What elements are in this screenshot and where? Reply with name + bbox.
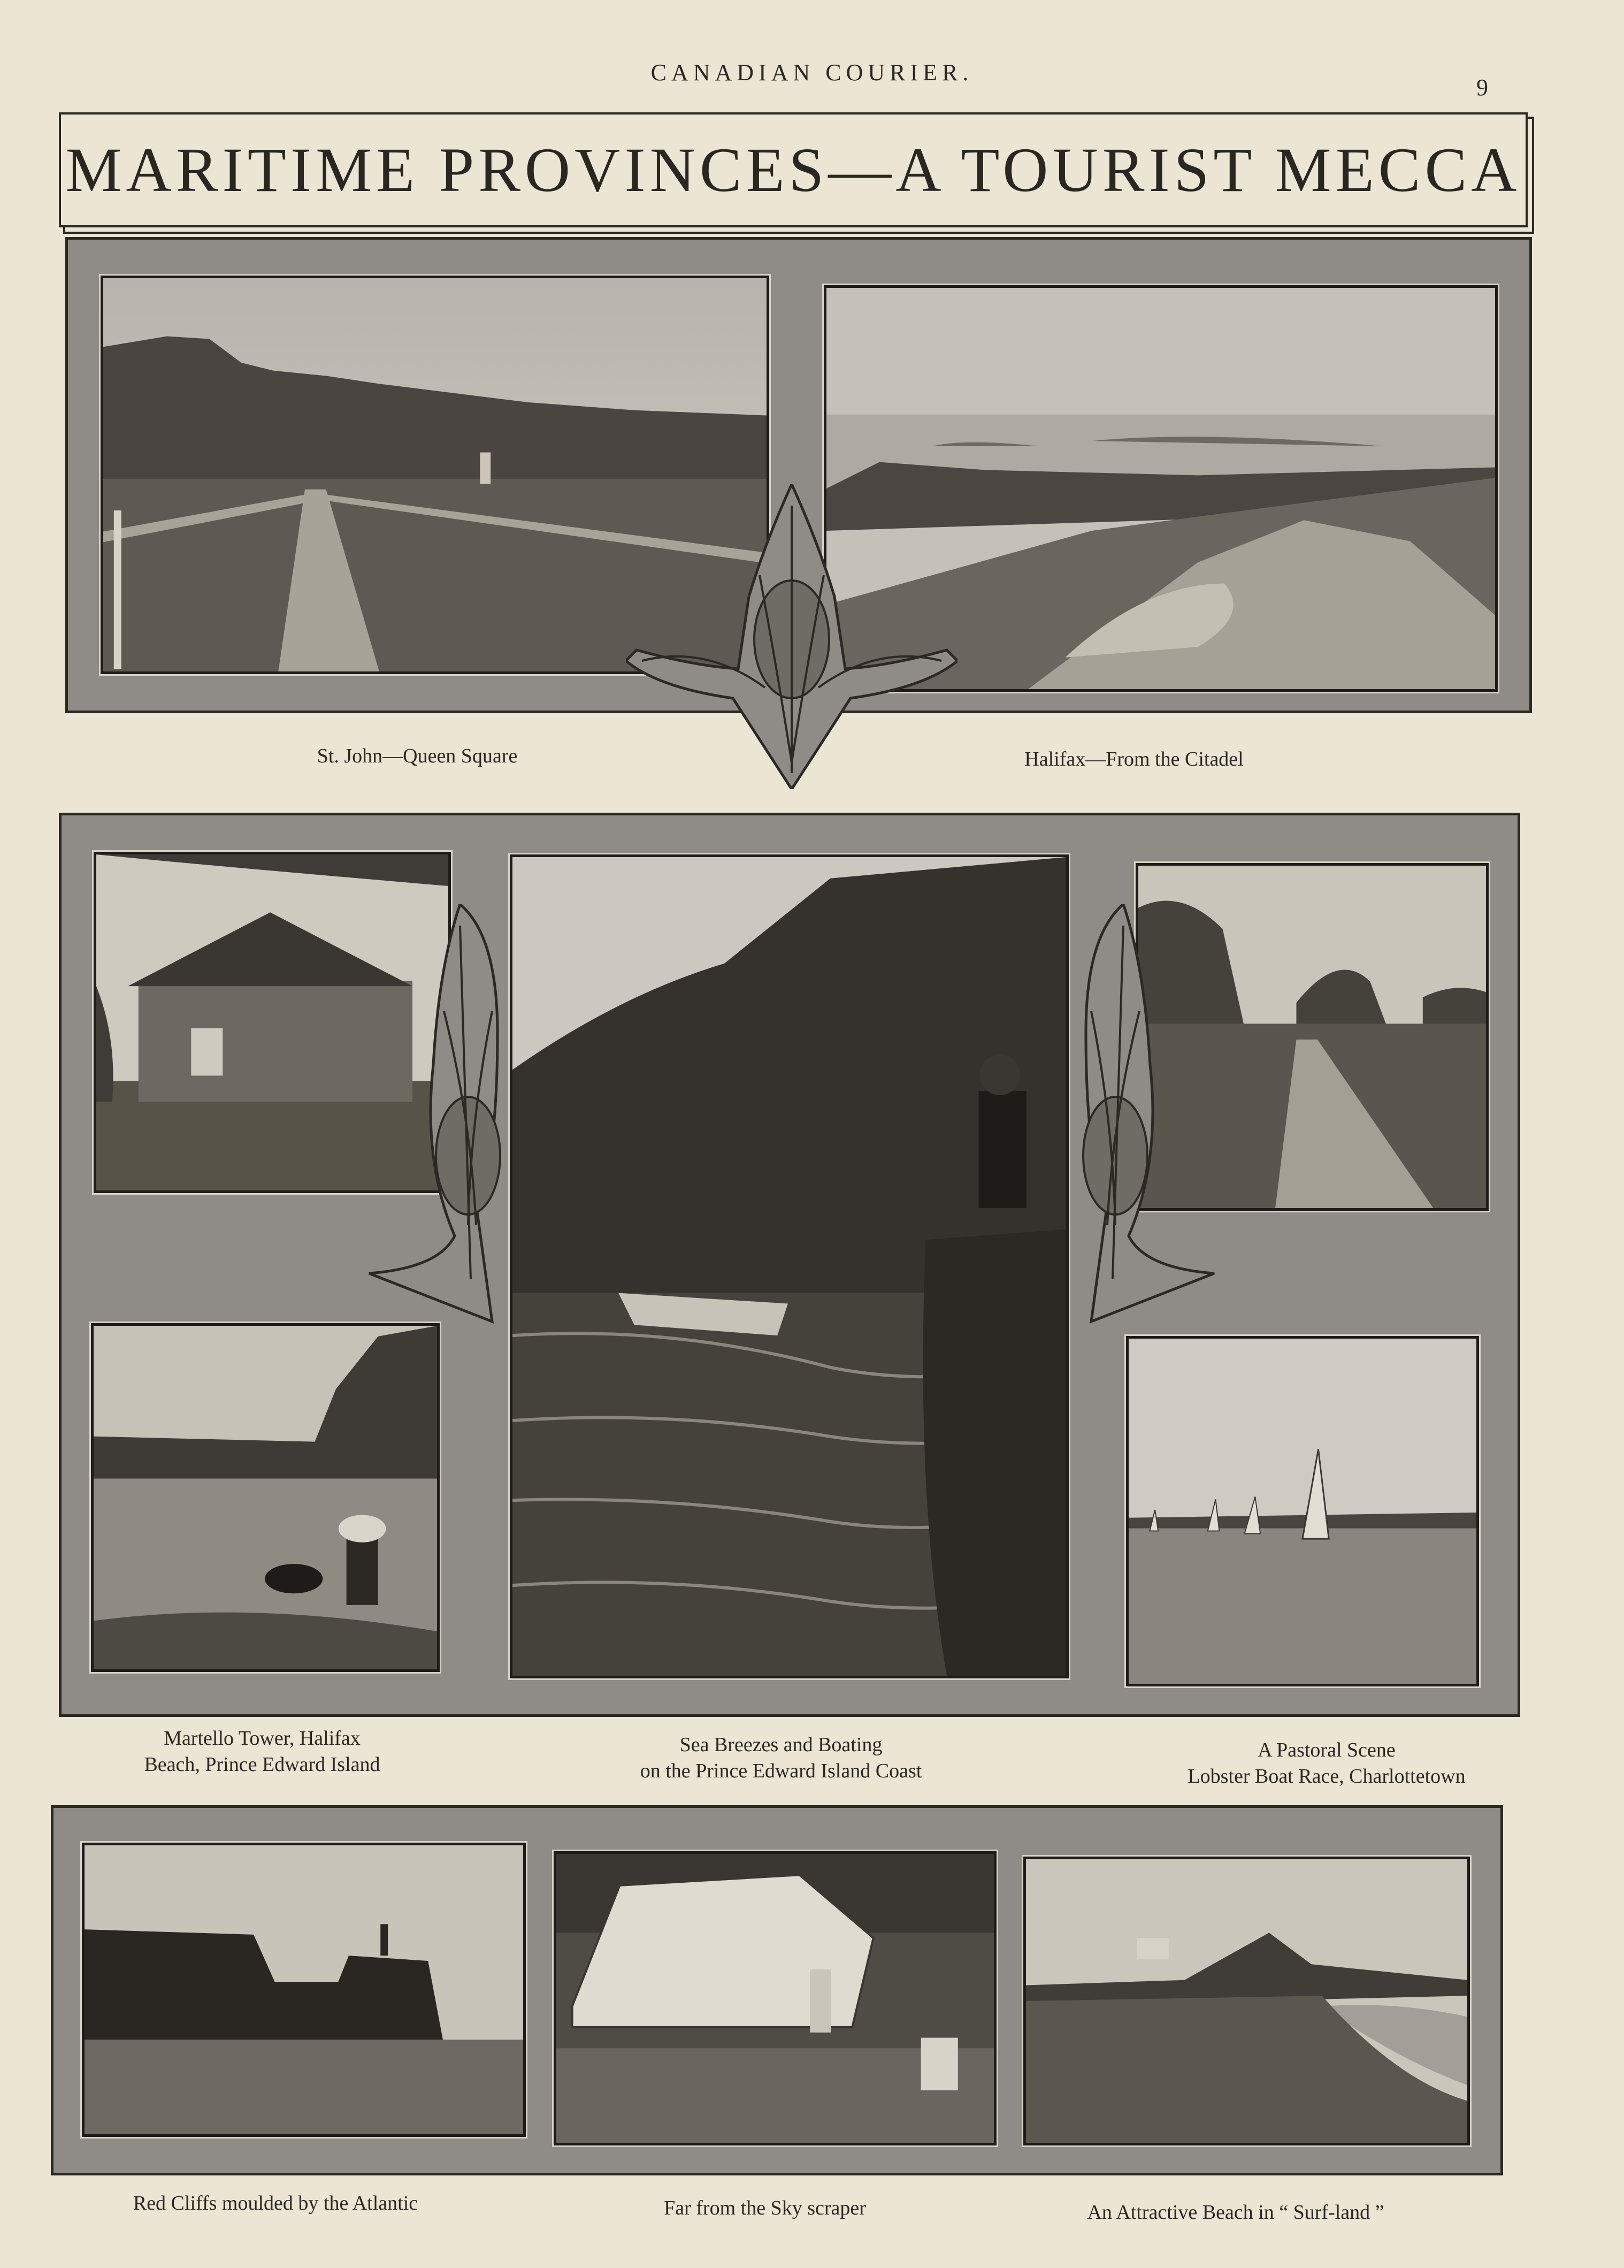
caption-center bbox=[604, 1732, 957, 1785]
page-title: MARITIME PROVINCES—A TOURIST MECCA bbox=[65, 134, 1521, 205]
photo-lobster-boat-race bbox=[1126, 1336, 1479, 1686]
caption-beach-pei: Beach, Prince Edward Island bbox=[144, 1753, 380, 1776]
page-number: 9 bbox=[1476, 74, 1488, 101]
photo-tent-camp bbox=[554, 1851, 997, 2145]
caption-sea-breezes: Sea Breezes and Boating bbox=[679, 1734, 883, 1756]
caption-lobster-boat-race: Lobster Boat Race, Charlottetown bbox=[1188, 1765, 1466, 1788]
photo-red-cliffs bbox=[82, 1843, 526, 2137]
caption-left bbox=[91, 1725, 433, 1778]
photo-surf-land-beach bbox=[1023, 1857, 1470, 2145]
caption-sky-scraper: Far from the Sky scraper bbox=[664, 2197, 866, 2219]
running-head: CANADIAN COURIER. bbox=[650, 59, 974, 86]
caption-right bbox=[1150, 1737, 1503, 1790]
photo-boating-coast bbox=[510, 854, 1069, 1678]
caption-pei-coast: on the Prince Edward Island Coast bbox=[640, 1760, 922, 1783]
caption-pastoral-scene: A Pastoral Scene bbox=[1258, 1739, 1396, 1761]
art-nouveau-ornament-left bbox=[364, 904, 524, 1327]
caption-red-cliffs: Red Cliffs moulded by the Atlantic bbox=[133, 2192, 418, 2214]
caption-queen-square: St. John—Queen Square bbox=[317, 745, 518, 767]
caption-surf-land: An Attractive Beach in “ Surf-land ” bbox=[1087, 2201, 1384, 2224]
photo-beach-pei bbox=[91, 1323, 440, 1672]
art-nouveau-ornament-right bbox=[1059, 904, 1220, 1327]
title-box bbox=[59, 112, 1528, 227]
caption-martello-tower: Martello Tower, Halifax bbox=[164, 1727, 361, 1750]
art-nouveau-ornament-top bbox=[626, 484, 957, 789]
caption-citadel: Halifax—From the Citadel bbox=[1024, 748, 1244, 770]
